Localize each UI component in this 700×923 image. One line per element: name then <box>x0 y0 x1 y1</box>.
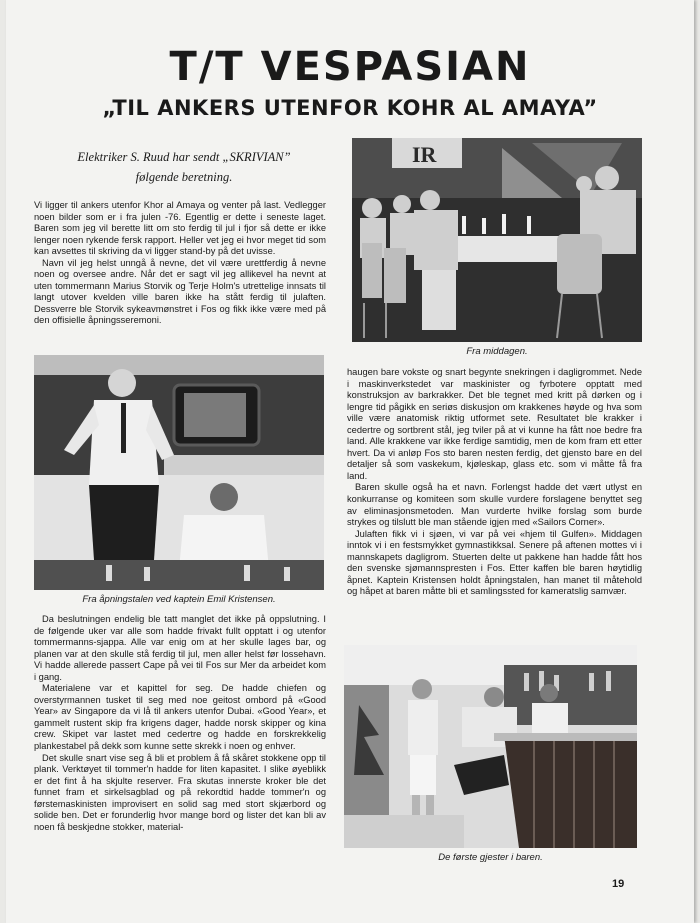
paragraph: Det skulle snart vise seg å bli et problem å få skåret stokkene opp til plank. Verktøyet til tommer'n hadde for liten kapasitet. I slike øyeblikk er det fint å ha skjulte reserver. Fra skutas innerste kroker ble det funnet fram et sirkelsagblad og på rekordtid hadde tommer'n og førstemaskinisten improvisert en solid sag med stort skjærbord og solide ben. Det er forunderlig hvor mange bord og lister det kan bli av noen få beskjedne stokker, material- <box>34 752 326 832</box>
article-text-left-top <box>34 200 326 327</box>
article-subtitle: „TIL ANKERS UTENFOR KOHR AL AMAYA” <box>102 96 598 120</box>
paragraph: haugen bare vokste og snart begynte snekringen i dagligrommet. Nede i maskinverkstedet var maskinister og fyrbotere opptatt med konstruksjon av barkrakker. Det ble tegnet med kritt på dørken og i lengre tid pågikk en seriøs diskusjon om krakkenes høyde og hva som ville være anatomisk riktig utformet sete. Resultatet ble krakker i cedertre og sortbrent stål, jeg tviler på at vi kunne ha fått noe bedre fra land. Alle krakkene var ikke ferdige samtidig, men de kom fram ett etter hvert. Da vi anløp Fos sto baren nesten ferdig, det gjensto bare en del detaljer så som vaskekum, kjøleskap, glass etc. som vi måtte få fra land. <box>347 367 642 481</box>
dinner-caption: Fra middagen. <box>466 346 528 357</box>
bar-photo <box>344 645 637 848</box>
speech-caption: Fra åpningstalen ved kaptein Emil Kristensen. <box>82 594 276 605</box>
paragraph: Materialene var et kapittel for seg. De hadde chiefen og overstyrmannen tusket til seg med noe geitost ombord på «Good Year» av Singapore da vi lå til ankers utenfor Dubai. «Good Year», et gammelt rustent skip fra krigens dager, hadde norsk skipper og kina crew. Skipet var lastet med cedertre og hadde en forskrekkelig plankestabel på dekk som kunne sette skrekk i noen og enhver. <box>34 683 326 752</box>
article-text-left-bottom <box>34 614 326 833</box>
byline-line-1: Elektriker S. Ruud har sendt „SKRIVIAN” <box>77 150 291 164</box>
paragraph: Navn vil jeg helst unngå å nevne, det vil være urettferdig å nevne noen og oversee andre. Når det er sagt vil jeg allikevel ha nevnt at uten tommermann Marius Storvik og Terje Holm's utrettelige innsats til langt utover kvelden ville baren ikke ha stått ferdig til julaften. Dessverre ble Storvik sykeavmønstret i Fos og fikk ikke være med på den offisielle åpningsseremoni. <box>34 257 326 326</box>
paragraph: Julaften fikk vi i sjøen, vi var på vei «hjem til Gulfen». Middagen inntok vi i en festsmykket gymnastikksal. Senere på aftenen mottes vi i mannskapets dagligrom. Stuerten delte ut pakkene han hadde fått hos den svenske sjømannspresten i Fos. Etter kaffen ble baren høytidlig åpnet. Kaptein Kristensen holdt åpningstalen, han manet til måtehold og håpet at baren måtte bli et samlingssted for kameratslig samvær. <box>347 528 642 597</box>
photo-sign-text: IR <box>412 142 437 167</box>
paragraph: Baren skulle også ha et navn. Forlengst hadde det vært utlyst en konkurranse og komiteen som skulle vurdere forslagene benyttet seg av eliminasjonsmetoden. Man vurderte hvilke forslag som burde strykes og tilslutt ble man stående igjen med «Sailors Corner». <box>347 482 642 528</box>
byline-line-2: følgende beretning. <box>135 170 233 184</box>
paragraph: Vi ligger til ankers utenfor Khor al Amaya og venter på last. Vedlegger noen bilder som er i fra julen -76. Egentlig er dette i seneste laget. Baren som jeg vil berette litt om sto ferdig til jul i fjor så dette er ikke lenger noen rykende fersk rapport. Heller vet jeg ei hvor meget tid som kan avsettes til skriving da vi ligger stand-by på det uvisse. <box>34 200 326 257</box>
page-number: 19 <box>612 878 625 890</box>
speech-photo <box>34 355 324 590</box>
paragraph: Da beslutningen endelig ble tatt manglet det ikke på oppslutning. I de følgende uker var alle som hadde frivakt fullt opptatt i og utenfor tommermanns-sjappa. Alle var enig om at her skulle lages bar, og planen var at den skulle stå ferdig til jul, men aller helst før lossehavn. Vi hadde allerede passert Cape på vei til Fos sur Mer da arbeidet kom i gang. <box>34 614 326 682</box>
article-text-right <box>347 367 642 598</box>
article-title: T/T VESPASIAN <box>169 44 531 90</box>
dinner-photo <box>352 138 642 342</box>
bar-caption: De første gjester i baren. <box>438 852 543 863</box>
